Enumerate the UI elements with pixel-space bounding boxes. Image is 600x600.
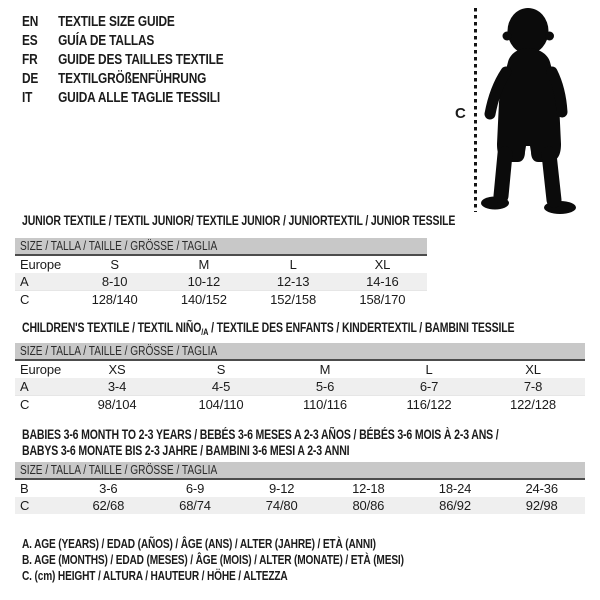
babies-size-table	[15, 480, 585, 514]
age-cell: 12-13	[276, 274, 310, 289]
language-code: FR	[22, 52, 38, 68]
height-cell: 116/122	[406, 396, 452, 412]
height-cell: 158/170	[359, 291, 406, 307]
table-row	[15, 497, 585, 514]
size-cell: XL	[525, 362, 541, 377]
babies-title-line1: BABIES 3-6 MONTH TO 2-3 YEARS / BEBÉS 3-6 MESES A 2-3 AÑOS / BÉBÉS 3-6 MOIS À 2-3 ANS /	[22, 427, 499, 442]
size-cell: XL	[374, 257, 391, 272]
height-cell: 140/152	[180, 291, 227, 307]
babies-size-header-bar	[15, 462, 585, 480]
row-label: Europe	[20, 362, 62, 377]
table-row	[15, 378, 585, 395]
age-cell: 6-9	[185, 481, 205, 496]
age-cell: 7-8	[523, 379, 543, 394]
height-cell: 128/140	[91, 291, 138, 307]
height-cell: 68/74	[179, 498, 211, 513]
age-cell: 6-7	[419, 379, 439, 394]
size-cell: M	[319, 362, 331, 377]
size-header-label: SIZE / TALLA / TAILLE / GRÖSSE / TAGLIA	[20, 462, 218, 477]
row-label: Europe	[20, 257, 62, 272]
age-cell: 18-24	[438, 481, 472, 496]
legend-line-c: C. (cm) HEIGHT / ALTURA / HAUTEUR / HÖHE / ALTEZZA	[22, 568, 288, 584]
table-row	[15, 395, 585, 412]
size-header-label: SIZE / TALLA / TAILLE / GRÖSSE / TAGLIA	[20, 238, 218, 253]
language-code: EN	[22, 14, 39, 30]
babies-title-line2: BABYS 3-6 MONATE BIS 2-3 JAHRE / BAMBINI 3-6 MESI A 2-3 ANNI	[22, 443, 350, 458]
table-row	[15, 290, 427, 307]
size-cell: L	[289, 257, 297, 272]
language-row-en	[22, 13, 224, 32]
size-cell: L	[425, 362, 433, 377]
language-code: ES	[22, 33, 38, 49]
row-label: A	[20, 274, 29, 289]
age-cell: 5-6	[315, 379, 335, 394]
row-label: C	[20, 291, 30, 307]
language-code: IT	[22, 90, 33, 106]
age-cell: 12-18	[352, 481, 385, 496]
language-row-es	[22, 32, 224, 51]
height-cell: 62/68	[92, 498, 125, 513]
language-title: GUÍA DE TALLAS	[58, 33, 155, 49]
language-row-de	[22, 70, 224, 89]
table-row	[15, 480, 585, 497]
children-size-header-bar	[15, 343, 585, 361]
title-subscript: /A	[201, 327, 209, 338]
height-cell: 86/92	[439, 498, 471, 513]
language-row-fr	[22, 51, 224, 70]
age-cell: 9-12	[268, 481, 295, 496]
language-code: DE	[22, 71, 39, 87]
children-table-title	[22, 320, 600, 341]
table-row	[15, 256, 427, 273]
toddler-silhouette	[468, 4, 580, 214]
table-row	[15, 361, 585, 378]
language-row-it	[22, 89, 224, 108]
table-row	[15, 273, 427, 290]
row-label: C	[20, 498, 30, 513]
children-table-title-text: CHILDREN'S TEXTILE / TEXTIL $NIÑO_{/A}$ / TEXTILE DES ENFANTS / KINDERTEXTIL / BAMBINI TESSILE	[22, 320, 515, 338]
age-cell: 24-36	[525, 481, 558, 496]
age-cell: 14-16	[366, 274, 399, 289]
size-header-label: SIZE / TALLA / TAILLE / GRÖSSE / TAGLIA	[20, 343, 218, 358]
legend-line-b: B. AGE (MONTHS) / EDAD (MESES) / ÂGE (MOIS) / ALTER (MONATE) / ETÀ (MESI)	[22, 552, 404, 568]
size-cell: XS	[108, 362, 126, 377]
junior-table-title	[22, 213, 577, 229]
junior-table-title-text: JUNIOR TEXTILE / TEXTIL JUNIOR/ TEXTILE JUNIOR / JUNIORTEXTIL / JUNIOR TESSILE	[22, 213, 456, 228]
legend	[22, 536, 512, 585]
size-cell: M	[198, 257, 210, 272]
height-cell: 92/98	[525, 498, 558, 513]
age-cell: 3-6	[99, 481, 118, 496]
height-cell: 152/158	[270, 291, 317, 307]
legend-line-a: A. AGE (YEARS) / EDAD (AÑOS) / ÂGE (ANS) / ALTER (JAHRE) / ETÀ (ANNI)	[22, 536, 376, 551]
language-list	[22, 13, 268, 108]
age-cell: 8-10	[101, 274, 128, 289]
height-cell: 104/110	[198, 396, 244, 412]
babies-table-title	[22, 427, 600, 459]
language-title: TEXTILGRÖßENFÜHRUNG	[58, 71, 207, 87]
children-size-table	[15, 361, 585, 412]
junior-size-table	[15, 256, 427, 307]
language-title: TEXTILE SIZE GUIDE	[58, 14, 175, 30]
row-label: A	[20, 379, 29, 394]
height-cell: 74/80	[265, 498, 298, 513]
age-cell: 10-12	[187, 274, 221, 289]
size-cell: S	[110, 257, 119, 272]
language-title: GUIDE DES TAILLES TEXTILE	[58, 52, 224, 68]
age-cell: 4-5	[211, 379, 231, 394]
height-cell: 110/116	[302, 396, 347, 412]
height-cell: 122/128	[510, 396, 556, 412]
row-label: C	[20, 396, 30, 412]
height-measure-label: C	[455, 105, 466, 122]
row-label: B	[20, 481, 29, 496]
language-title: GUIDA ALLE TAGLIE TESSILI	[58, 90, 221, 106]
junior-size-header-bar	[15, 238, 427, 256]
height-cell: 98/104	[97, 396, 137, 412]
size-cell: S	[216, 362, 226, 377]
age-cell: 3-4	[107, 379, 127, 394]
height-cell: 80/86	[352, 498, 385, 513]
